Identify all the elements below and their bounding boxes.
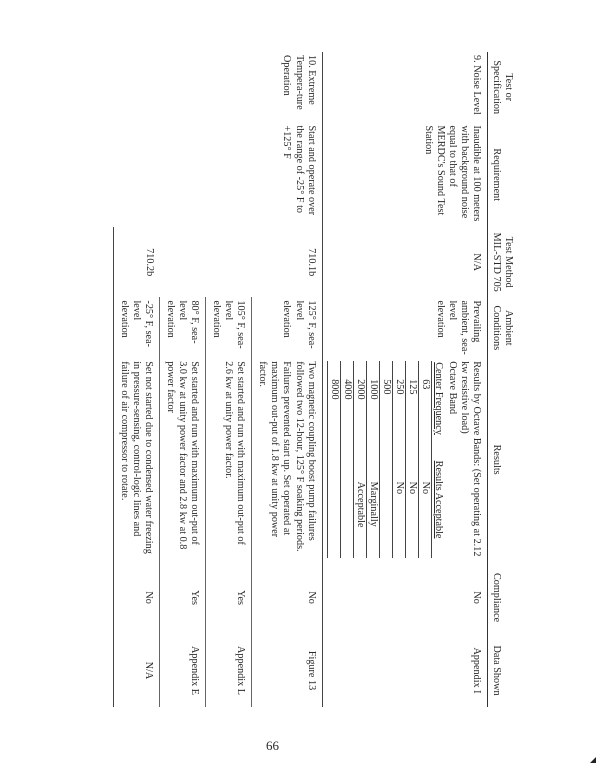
table-row-noise <box>322 52 487 707</box>
temp-requirement: Start and operate over the range of -25° F to +125° F <box>281 125 317 216</box>
temp-results: Two magnetic coupling boost pump failures followed two 12-hour, 125° F soaking periods. Failures prevented start up. Set operated at maximum out-put of 1.8 kw at unity power factor. <box>252 358 322 561</box>
noise-results <box>322 358 487 561</box>
band-row <box>340 361 353 558</box>
temp-compliance: No <box>114 561 160 634</box>
temp-compliance: Yes <box>160 561 206 634</box>
band-result <box>379 460 392 558</box>
noise-method: N/A <box>322 227 487 297</box>
table-header-row <box>487 52 516 707</box>
rotated-table-container <box>54 52 516 707</box>
band-frequency: 250 <box>392 361 405 459</box>
temp-data-shown: Appendix L <box>206 634 252 707</box>
band-result: Marginally <box>366 460 379 558</box>
temp-compliance: Yes <box>206 561 252 634</box>
temp-ambient: 80° F, sea-level elevation <box>160 297 206 358</box>
corner-triangle-icon <box>590 757 596 763</box>
noise-data-shown: Appendix I <box>322 634 487 707</box>
band-frequency: 500 <box>379 361 392 459</box>
band-row <box>366 361 379 558</box>
temp-method-2: 710.2b <box>114 227 160 297</box>
band-result: Acceptable <box>353 460 366 558</box>
band-frequency: 2000 <box>353 361 366 459</box>
temp-results: Set started and run with maximum out-put of 2.6 kw at unity power factor. <box>206 358 252 561</box>
band-frequency: 1000 <box>366 361 379 459</box>
temp-ambient: -25° F, sea-level elevation <box>114 297 160 358</box>
band-frequency: 125 <box>405 361 418 459</box>
noise-spec: 9. Noise Level <box>322 52 487 122</box>
header-results: Results <box>487 358 516 561</box>
band-row <box>405 361 418 558</box>
header-spec: Test or Specification <box>487 52 516 122</box>
band-result: No <box>392 460 405 558</box>
temp-data-shown: Appendix E <box>160 634 206 707</box>
band-row <box>379 361 392 558</box>
noise-results-intro: Results by Octave Bands: (Set operating at 2.12 kw resistive load) <box>458 361 482 557</box>
noise-requirement: Inaudible at 100 meters with background noise equal to that of MERDC's Sound Test Station <box>322 122 487 227</box>
band-row <box>353 361 366 558</box>
results-acceptable-header: Results Acceptable <box>431 460 444 558</box>
band-result <box>340 460 353 558</box>
band-frequency: 8000 <box>327 361 340 459</box>
header-compliance: Compliance <box>487 561 516 634</box>
noise-ambient: Prevailing ambient, sea-level elevation <box>322 297 487 358</box>
band-result: No <box>405 460 418 558</box>
temp-method-1: 710.1b <box>305 248 317 277</box>
band-frequency: 63 <box>418 361 431 459</box>
band-row <box>327 361 340 558</box>
band-row <box>418 361 431 558</box>
band-frequency: 4000 <box>340 361 353 459</box>
temp-results: Set started and run with maximum out-put of 3.0 kw at unity power factor and 2.8 kw at 0.8 power factor <box>160 358 206 561</box>
band-row <box>392 361 405 558</box>
noise-compliance: No <box>322 561 487 634</box>
header-requirement: Requirement <box>487 122 516 227</box>
temp-ambient: 125° F, sea-level elevation <box>252 297 322 358</box>
octave-band-table <box>327 361 444 558</box>
test-results-table <box>113 52 516 707</box>
page-number: 66 <box>266 738 279 753</box>
header-test-method: Test Method MIL-STD 705 <box>487 227 516 297</box>
temp-compliance: No <box>252 561 322 634</box>
temp-data-shown: Figure 13 <box>252 634 322 707</box>
band-result: No <box>418 460 431 558</box>
band-result <box>327 460 340 558</box>
center-frequency-header: Center Frequency <box>431 361 444 459</box>
header-data-shown: Data Shown <box>487 634 516 707</box>
temp-data-shown: N/A <box>114 634 160 707</box>
noise-octave-band-label: Octave Band <box>446 361 458 415</box>
temp-ambient: 105° F, sea-level elevation <box>206 297 252 358</box>
temp-spec: 10. Extreme Tempera-ture Operation <box>281 55 317 110</box>
temp-results: Set not started due to condensed water freezing in pressure-sensing, control-logic lines and failure of air compressor to rotate. <box>114 358 160 561</box>
header-ambient: Ambient Conditions <box>487 297 516 358</box>
table-row-temp-125 <box>252 52 322 707</box>
